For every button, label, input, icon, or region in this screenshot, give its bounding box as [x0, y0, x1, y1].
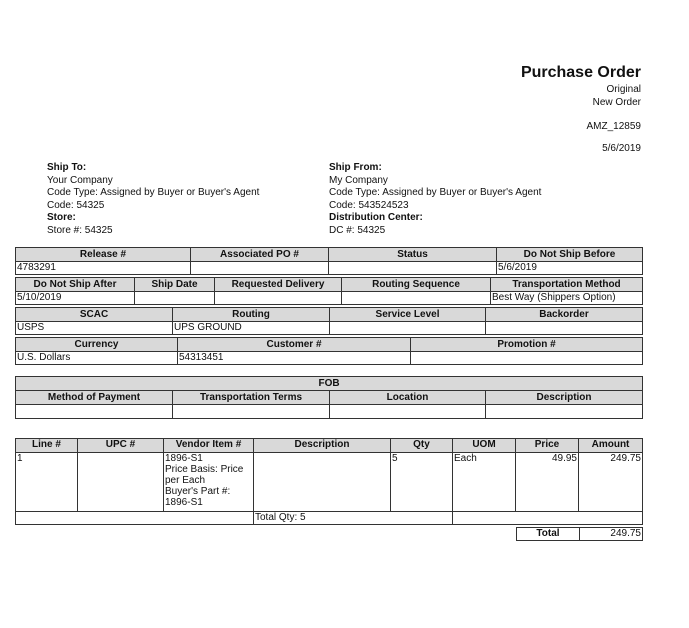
- status-value: [329, 262, 497, 275]
- fob-title: FOB: [16, 377, 643, 391]
- amount-header: Amount: [579, 439, 643, 453]
- vendor-item-cell: [164, 453, 254, 512]
- location-header: Location: [330, 391, 486, 405]
- qty-value: 5: [391, 453, 453, 512]
- release-value: 4783291: [16, 262, 191, 275]
- total-value: 249.75: [580, 528, 643, 541]
- ship-from-label: Ship From:: [329, 162, 382, 173]
- routing-sequence-header: Routing Sequence: [342, 278, 491, 292]
- info-table-row1: [15, 247, 643, 275]
- vendor-item-number: 1896-S1: [165, 453, 203, 464]
- location-value: [330, 405, 486, 419]
- item-description: [254, 453, 391, 512]
- associated-po-value: [191, 262, 329, 275]
- dc-label: Distribution Center:: [329, 212, 423, 223]
- price-basis: Price Basis: Price per Each: [165, 464, 244, 486]
- transportation-terms-value: [173, 405, 330, 419]
- service-level-value: [330, 322, 486, 335]
- po-date: 5/6/2019: [602, 143, 641, 154]
- ship-from-code: Code: 543524523: [329, 199, 409, 211]
- line-number: 1: [16, 453, 78, 512]
- currency-value: U.S. Dollars: [16, 352, 178, 365]
- uom-header: UOM: [453, 439, 516, 453]
- customer-header: Customer #: [178, 338, 411, 352]
- currency-header: Currency: [16, 338, 178, 352]
- document-title: Purchase Order: [520, 64, 641, 81]
- line-header: Line #: [16, 439, 78, 453]
- ship-from-block: [329, 162, 541, 237]
- total-qty-filler: [453, 512, 643, 525]
- requested-delivery-value: [215, 292, 342, 305]
- ship-to-label: Ship To:: [47, 162, 87, 173]
- order-type: New Order: [592, 97, 641, 108]
- total-qty-spacer: [16, 512, 254, 525]
- info-table-row4: [15, 337, 643, 365]
- method-of-payment-value: [16, 405, 173, 419]
- do-not-ship-after-value: 5/10/2019: [16, 292, 135, 305]
- store-label: Store:: [47, 212, 76, 223]
- ship-to-block: [47, 162, 259, 237]
- table-row: [16, 453, 643, 512]
- scac-header: SCAC: [16, 308, 173, 322]
- qty-header: Qty: [391, 439, 453, 453]
- scac-value: USPS: [16, 322, 173, 335]
- fob-table: [15, 376, 643, 419]
- do-not-ship-before-value: 5/6/2019: [497, 262, 643, 275]
- associated-po-header: Associated PO #: [191, 248, 329, 262]
- ship-from-name: My Company: [329, 174, 388, 186]
- service-level-header: Service Level: [330, 308, 486, 322]
- upc-header: UPC #: [78, 439, 164, 453]
- line-items-table: [15, 438, 643, 525]
- backorder-header: Backorder: [486, 308, 643, 322]
- promotion-value: [411, 352, 643, 365]
- customer-value: 54313451: [178, 352, 411, 365]
- routing-sequence-value: [342, 292, 491, 305]
- do-not-ship-after-header: Do Not Ship After: [16, 278, 135, 292]
- amount-value: 249.75: [579, 453, 643, 512]
- transportation-method-value: Best Way (Shippers Option): [491, 292, 643, 305]
- buyer-part: Buyer's Part #: 1896-S1: [165, 486, 231, 508]
- uom-value: Each: [453, 453, 516, 512]
- method-of-payment-header: Method of Payment: [16, 391, 173, 405]
- info-table-row2: [15, 277, 643, 305]
- routing-header: Routing: [173, 308, 330, 322]
- ship-to-name: Your Company: [47, 174, 113, 186]
- backorder-value: [486, 322, 643, 335]
- status-header: Status: [329, 248, 497, 262]
- ship-date-header: Ship Date: [135, 278, 215, 292]
- item-description-header: Description: [254, 439, 391, 453]
- ship-date-value: [135, 292, 215, 305]
- copy-type: Original: [606, 84, 641, 95]
- routing-value: UPS GROUND: [173, 322, 330, 335]
- promotion-header: Promotion #: [411, 338, 643, 352]
- description-value: [486, 405, 643, 419]
- total-label: Total: [517, 528, 580, 541]
- ship-from-code-type: Code Type: Assigned by Buyer or Buyer's Agent: [329, 187, 542, 198]
- store-number: Store #: 54325: [47, 224, 113, 236]
- release-header: Release #: [16, 248, 191, 262]
- total-qty: Total Qty: 5: [254, 512, 453, 525]
- vendor-item-header: Vendor Item #: [164, 439, 254, 453]
- do-not-ship-before-header: Do Not Ship Before: [497, 248, 643, 262]
- price-header: Price: [516, 439, 579, 453]
- requested-delivery-header: Requested Delivery: [215, 278, 342, 292]
- total-table: [516, 527, 643, 541]
- upc-value: [78, 453, 164, 512]
- po-number: AMZ_12859: [586, 121, 641, 132]
- price-value: 49.95: [516, 453, 579, 512]
- transportation-terms-header: Transportation Terms: [173, 391, 330, 405]
- ship-to-code-type: Code Type: Assigned by Buyer or Buyer's Agent: [47, 187, 260, 198]
- description-header: Description: [486, 391, 643, 405]
- info-table-row3: [15, 307, 643, 335]
- dc-number: DC #: 54325: [329, 224, 386, 236]
- ship-to-code: Code: 54325: [47, 199, 105, 211]
- transportation-method-header: Transportation Method: [491, 278, 643, 292]
